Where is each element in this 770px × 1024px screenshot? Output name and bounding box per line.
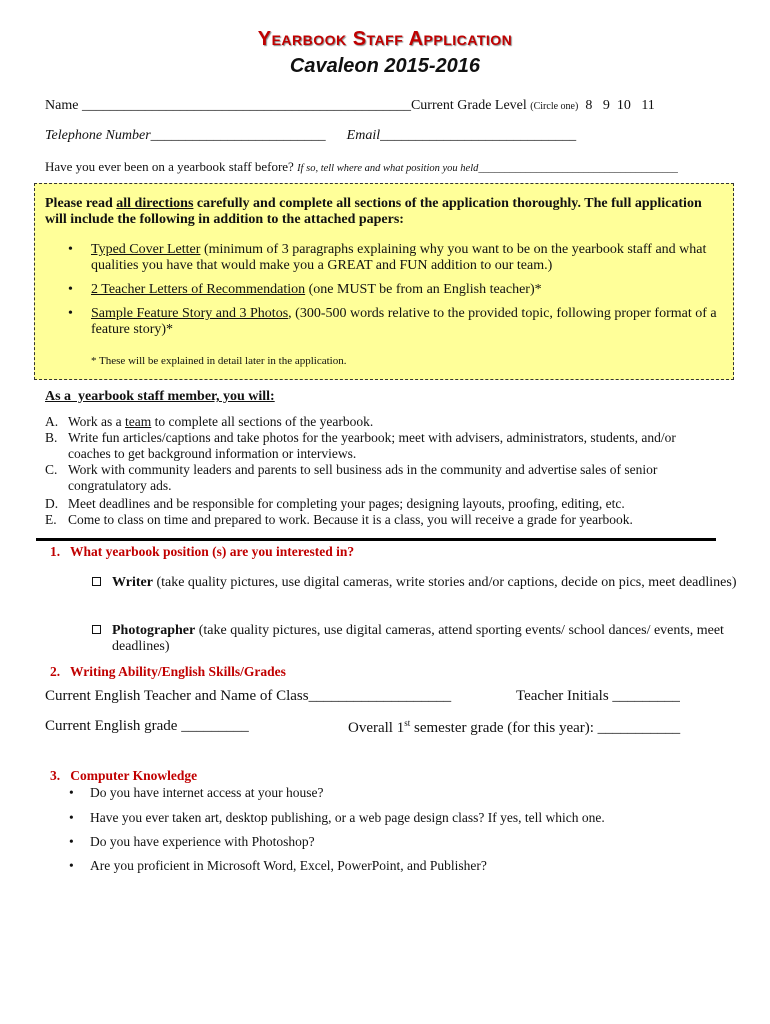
requirement-text: (one MUST be from an English teacher)*	[305, 282, 542, 297]
duty-text: to complete all sections of the yearbook.	[151, 414, 374, 429]
list-marker: D.	[45, 496, 59, 511]
directions-box	[34, 183, 734, 380]
initials-line	[516, 688, 680, 705]
question-text: Have you ever taken art, desktop publishing, or a web page design class? If yes, tell which one.	[90, 810, 605, 825]
option-name: Writer	[112, 575, 153, 590]
phone-label: Telephone Number	[45, 128, 151, 143]
prior-question: Have you ever been on a yearbook staff before?	[45, 159, 294, 174]
semester-grade-label-rest: semester grade (for this year):	[410, 720, 594, 736]
list-item	[45, 810, 725, 826]
contact-line	[45, 128, 576, 144]
section-question: What yearbook position (s) are you interested in?	[70, 544, 355, 559]
requirement-title: Typed Cover Letter	[91, 242, 201, 257]
duty-text: Come to class on time and prepared to work. Because it is a class, you will receive a grade for yearbook.	[68, 512, 633, 527]
section-2-heading	[50, 664, 286, 680]
directions-note: * These will be explained in detail later in the application.	[91, 355, 347, 367]
prior-hint: If so, tell where and what position you held	[297, 163, 479, 174]
section-3-heading	[50, 768, 197, 784]
directions-intro	[45, 196, 725, 228]
section-1-heading	[50, 544, 354, 560]
duty-emphasis: team	[125, 414, 152, 429]
initials-field[interactable]: _________	[612, 688, 680, 704]
position-option-writer[interactable]	[92, 575, 752, 609]
bullet-icon: •	[69, 810, 74, 825]
email-field[interactable]: ____________________________	[380, 128, 577, 143]
list-marker: C.	[45, 462, 58, 477]
requirement-title: 2 Teacher Letters of Recommendation	[91, 282, 306, 297]
bullet-icon: •	[69, 834, 74, 849]
teacher-line	[45, 688, 451, 705]
name-label: Name	[45, 98, 79, 113]
teacher-label: Current English Teacher and Name of Class	[45, 688, 309, 704]
requirement-text: (minimum of 3 paragraphs explaining why you want to be on the yearbook staff and what qualities you have that would make you a GREAT and FUN addition to our team.)	[91, 242, 707, 273]
grade-options[interactable]: 8 9 10 11	[585, 98, 655, 113]
section-number: 1.	[50, 544, 61, 559]
ordinal-suffix: st	[404, 718, 411, 728]
option-name: Photographer	[112, 623, 196, 638]
directions-intro-post: carefully and complete all sections of the application thoroughly. The full application will include the following in addition to the attached papers:	[45, 196, 702, 227]
list-marker: E.	[45, 512, 57, 527]
english-grade-label: Current English grade	[45, 718, 178, 734]
grade-hint: (Circle one)	[530, 101, 579, 112]
name-field[interactable]: _______________________________________________	[81, 98, 411, 113]
directions-intro-pre: Please read	[45, 196, 117, 211]
question-text: Do you have internet access at your house?	[90, 785, 324, 800]
bullet-icon: •	[69, 858, 74, 873]
duties-heading: As a yearbook staff member, you will:	[45, 389, 275, 404]
english-grade-field[interactable]: _________	[181, 718, 249, 734]
duty-text: Write fun articles/captions and take photos for the yearbook; meet with advisers, administrators, students, and/or coaches to get background information or interviews.	[68, 430, 676, 461]
question-text: Do you have experience with Photoshop?	[90, 834, 315, 849]
option-desc: (take quality pictures, use digital cameras, attend sporting events/ school dances/ events, meet deadlines)	[112, 623, 724, 654]
english-grade-line	[45, 718, 249, 735]
question-text: Are you proficient in Microsoft Word, Excel, PowerPoint, and Publisher?	[90, 858, 487, 873]
list-item	[45, 834, 725, 850]
checkbox-icon[interactable]	[92, 625, 101, 634]
section-question: Computer Knowledge	[70, 768, 198, 783]
initials-label: Teacher Initials	[516, 688, 609, 704]
requirement-title: Sample Feature Story and 3 Photos	[91, 306, 289, 321]
document-title: Yearbook Staff Application	[257, 28, 513, 50]
duty-text: Meet deadlines and be responsible for completing your pages; designing layouts, proofing, editing, etc.	[68, 496, 625, 511]
prior-experience-line	[45, 159, 678, 175]
duty-text: Work as a	[68, 414, 126, 429]
section-number: 3.	[50, 768, 61, 783]
list-marker: A.	[45, 414, 59, 429]
bullet-icon: •	[69, 785, 74, 800]
section-number: 2.	[50, 664, 61, 679]
section-question: Writing Ability/English Skills/Grades	[70, 664, 286, 679]
position-option-photographer[interactable]	[92, 623, 752, 657]
list-marker: B.	[45, 430, 58, 445]
email-label: Email	[346, 128, 381, 143]
grade-label: Current Grade Level	[410, 98, 527, 113]
requirement-text: , (300-500 words relative to the provided topic, following proper format of a feature story)*	[91, 306, 717, 337]
list-item	[45, 785, 725, 801]
bullet-icon: •	[68, 282, 73, 297]
document-subtitle: Cavaleon 2015-2016	[289, 55, 481, 77]
prior-field[interactable]: ______________________________________	[478, 163, 678, 174]
duty-text: Work with community leaders and parents to sell business ads in the community and advertise sales of senior congratulatory ads.	[68, 462, 658, 493]
semester-grade-line	[348, 718, 680, 737]
semester-grade-label: Overall 1	[348, 720, 405, 736]
teacher-field[interactable]: ___________________	[308, 688, 452, 704]
section-divider	[36, 538, 716, 541]
checkbox-icon[interactable]	[92, 577, 101, 586]
directions-intro-link: all directions	[116, 196, 194, 211]
list-item	[45, 858, 725, 874]
bullet-icon: •	[68, 306, 73, 321]
phone-field[interactable]: _________________________	[150, 128, 326, 143]
option-desc: (take quality pictures, use digital cameras, write stories and/or captions, decide on pics, meet deadlines)	[152, 575, 737, 590]
bullet-icon: •	[68, 242, 73, 257]
name-grade-line	[45, 98, 655, 114]
semester-grade-field[interactable]: ___________	[597, 720, 681, 736]
